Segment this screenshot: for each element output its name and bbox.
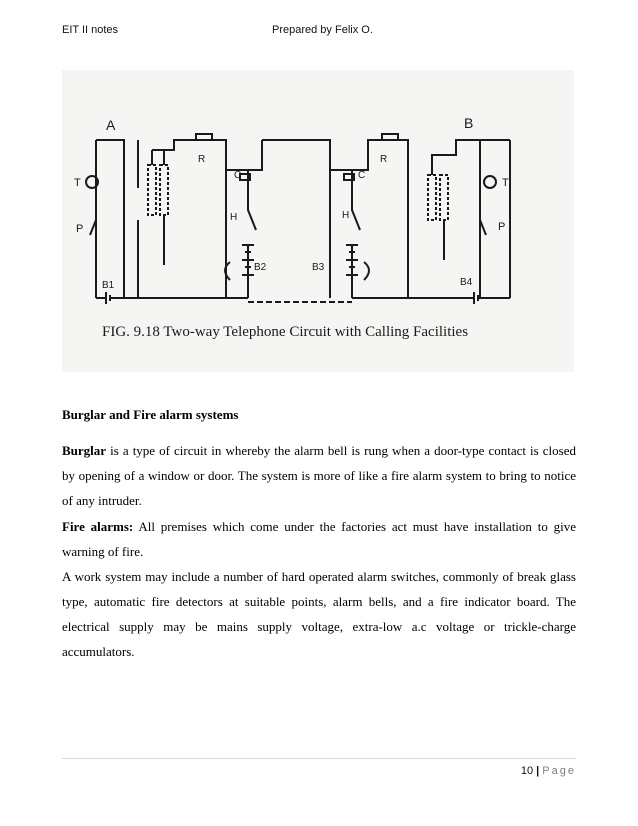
- label-c-right: C: [358, 170, 366, 181]
- circuit-figure: [62, 70, 574, 372]
- label-h-left: H: [230, 212, 238, 223]
- section-title: Burglar and Fire alarm systems: [62, 407, 239, 422]
- paragraph-lead: Burglar: [62, 443, 107, 458]
- label-b1: B1: [102, 280, 115, 291]
- label-h-right: H: [342, 210, 350, 221]
- paragraph-text: is a type of circuit in whereby the alarm bell is rung when a door-type contact is closed by opening of a window or door. The system is more of like a fire alarm system to bring to notice of any intruder.: [62, 443, 576, 508]
- page-word: Page: [542, 765, 576, 777]
- figure-caption: FIG. 9.18 Two-way Telephone Circuit with Calling Facilities: [102, 324, 469, 340]
- label-t-right: T: [502, 177, 509, 189]
- label-b4: B4: [460, 277, 473, 288]
- paragraph-burglar: [62, 438, 576, 513]
- paragraph-text: All premises which come under the factories act must have installation to give warning of fire.: [62, 519, 576, 559]
- label-b3: B3: [312, 262, 325, 273]
- label-p-left: P: [76, 223, 84, 235]
- paragraph-lead: Fire alarms:: [62, 519, 134, 534]
- footer-divider: [62, 758, 576, 759]
- label-p-right: P: [498, 221, 506, 233]
- label-c-left: C: [234, 170, 242, 181]
- page-footer: [521, 765, 576, 777]
- header-right: Prepared by Felix O.: [272, 24, 373, 36]
- label-r-left: R: [198, 154, 206, 165]
- paragraph-fire-alarms: [62, 514, 576, 564]
- header-left: EIT II notes: [62, 24, 119, 36]
- label-t-left: T: [74, 177, 81, 189]
- paragraph-text: A work system may include a number of hard operated alarm switches, commonly of break glass type, automatic fire detectors at suitable points, alarm bells, and a fire indicator board. The electrical supply may be mains supply voltage, extra-low a.c voltage or trickle-charge accumulators.: [62, 569, 576, 659]
- label-r-right: R: [380, 154, 388, 165]
- footer-separator: |: [536, 765, 540, 777]
- label-a: A: [106, 117, 116, 133]
- label-b2: B2: [254, 262, 267, 273]
- paragraph-work-system: [62, 564, 576, 664]
- label-b: B: [464, 115, 474, 131]
- page-number: 10: [520, 765, 534, 777]
